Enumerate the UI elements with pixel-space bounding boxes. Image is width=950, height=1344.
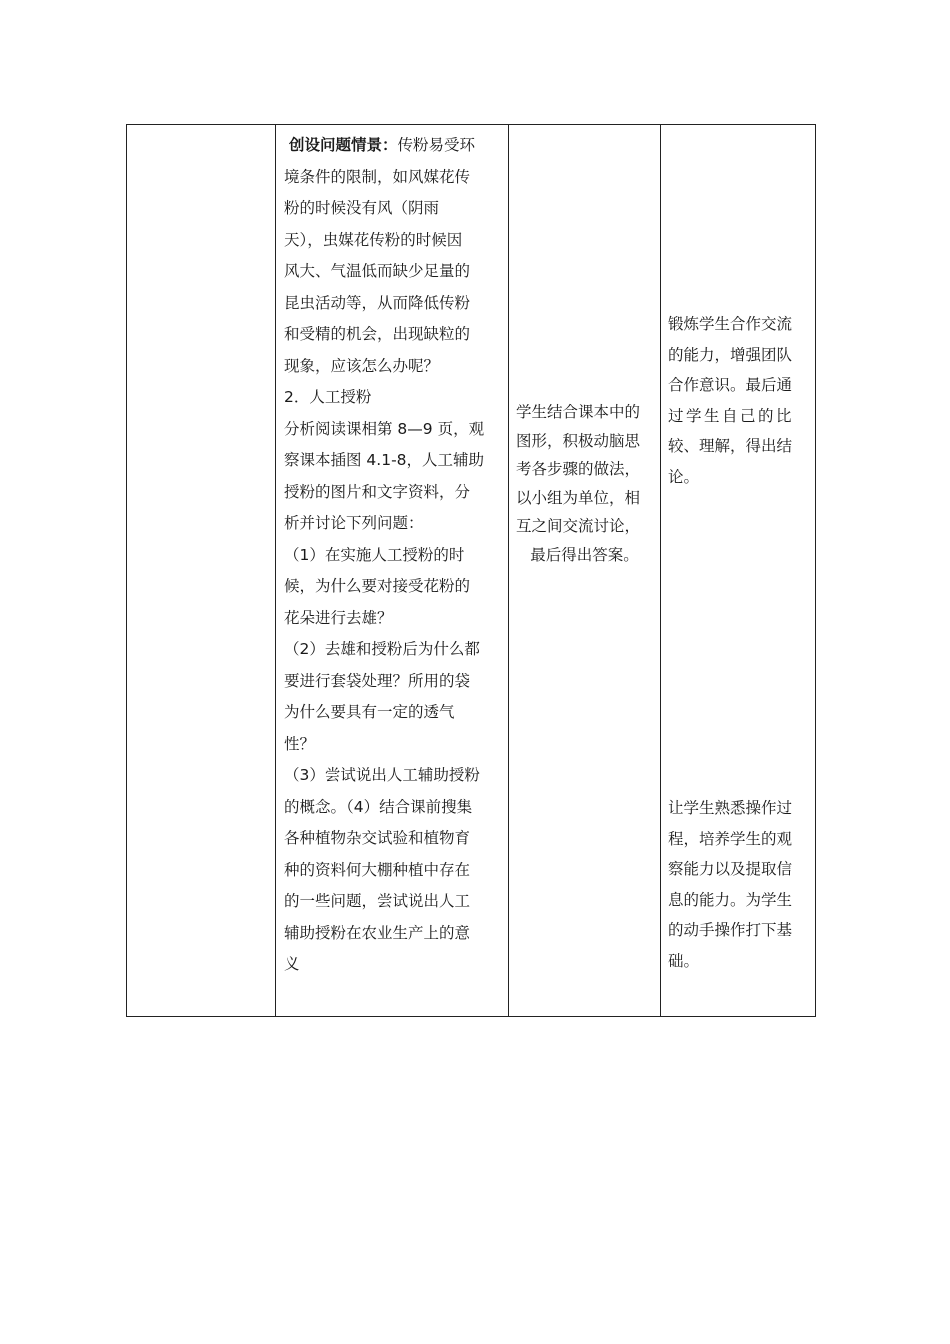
intent-line: 较、理解，得出结 <box>668 437 793 455</box>
question-line: 花朵进行去雄？ <box>284 608 393 627</box>
design-intent-block-2 <box>668 793 810 976</box>
question-line: 性？ <box>284 734 316 753</box>
student-activity-cell <box>516 398 653 569</box>
intent-line: 论。 <box>668 467 700 486</box>
question-line: （2）去雄和授粉后为什么都 <box>284 640 480 658</box>
question-line: 辅助授粉在农业生产上的意 <box>284 923 471 942</box>
student-line: 图形，积极动脑思 <box>516 431 641 450</box>
content-line: 察课本插图 4.1-8，人工辅助 <box>284 451 485 469</box>
content-line: 现象，应该怎么办呢？ <box>284 356 440 375</box>
student-line: 学生结合课本中的 <box>516 403 641 421</box>
question-line: 候，为什么要对接受花粉的 <box>284 577 471 595</box>
table-right-border <box>815 124 816 1017</box>
teacher-activity-cell <box>284 130 502 981</box>
intent-line: 让学生熟悉操作过 <box>668 799 793 817</box>
intent-line: 的能力，增强团队 <box>668 345 793 364</box>
content-line: 天），虫媒花传粉的时候因 <box>284 230 463 249</box>
question-line: 种的资料何大棚种植中存在 <box>284 860 471 879</box>
table-bottom-border <box>126 1016 816 1017</box>
question-line: 的概念。（4）结合课前搜集 <box>284 797 473 816</box>
student-line: 最后得出答案。 <box>530 545 639 564</box>
intent-line: 合作意识。最后通 <box>668 376 793 394</box>
content-line: 析并讨论下列问题： <box>284 514 424 532</box>
content-line: 授粉的图片和文字资料，分 <box>284 482 471 501</box>
question-line: 的一些问题，尝试说出人工 <box>284 892 471 910</box>
content-line: 和受精的机会，出现缺粒的 <box>284 325 471 343</box>
content-line: 粉的时候没有风（阴雨 <box>284 199 440 217</box>
column-divider-2 <box>508 124 509 1017</box>
scenario-text: 传粉易受环 <box>397 136 475 154</box>
content-line: 昆虫活动等，从而降低传粉 <box>284 293 471 312</box>
intent-line: 察能力以及提取信 <box>668 860 793 878</box>
content-line: 风大、气温低而缺少足量的 <box>284 262 471 280</box>
content-line: 境条件的限制，如风媒花传 <box>284 167 471 186</box>
intent-line: 锻炼学生合作交流 <box>668 315 793 333</box>
question-line: （1）在实施人工授粉的时 <box>284 545 465 564</box>
student-line: 以小组为单位，相 <box>516 488 641 507</box>
student-line: 互之间交流讨论， <box>516 517 641 535</box>
intent-line: 础。 <box>668 951 700 970</box>
column-divider-1 <box>275 124 276 1017</box>
question-line: 义 <box>284 955 300 973</box>
intent-line: 息的能力。为学生 <box>668 890 793 909</box>
question-line: 各种植物杂交试验和植物育 <box>284 829 471 847</box>
intent-line: 过学生自己的比 <box>668 406 795 425</box>
scenario-label: 创设问题情景： <box>288 136 398 154</box>
content-line: 分析阅读课相第 8—9 页，观 <box>284 419 485 438</box>
section-heading-artificial-pollination: 2．人工授粉 <box>284 388 372 406</box>
column-divider-3 <box>660 124 661 1017</box>
empty-first-column-cell <box>127 125 275 1016</box>
question-line: （3）尝试说出人工辅助授粉 <box>284 766 480 784</box>
design-intent-block-1 <box>668 309 810 492</box>
intent-line: 程，培养学生的观 <box>668 829 793 848</box>
intent-line: 的动手操作打下基 <box>668 921 793 939</box>
scenario-line-1 <box>284 130 502 162</box>
question-line: 要进行套袋处理？所用的袋 <box>284 671 471 690</box>
student-line: 考各步骤的做法， <box>516 460 641 478</box>
question-line: 为什么要具有一定的透气 <box>284 703 455 721</box>
